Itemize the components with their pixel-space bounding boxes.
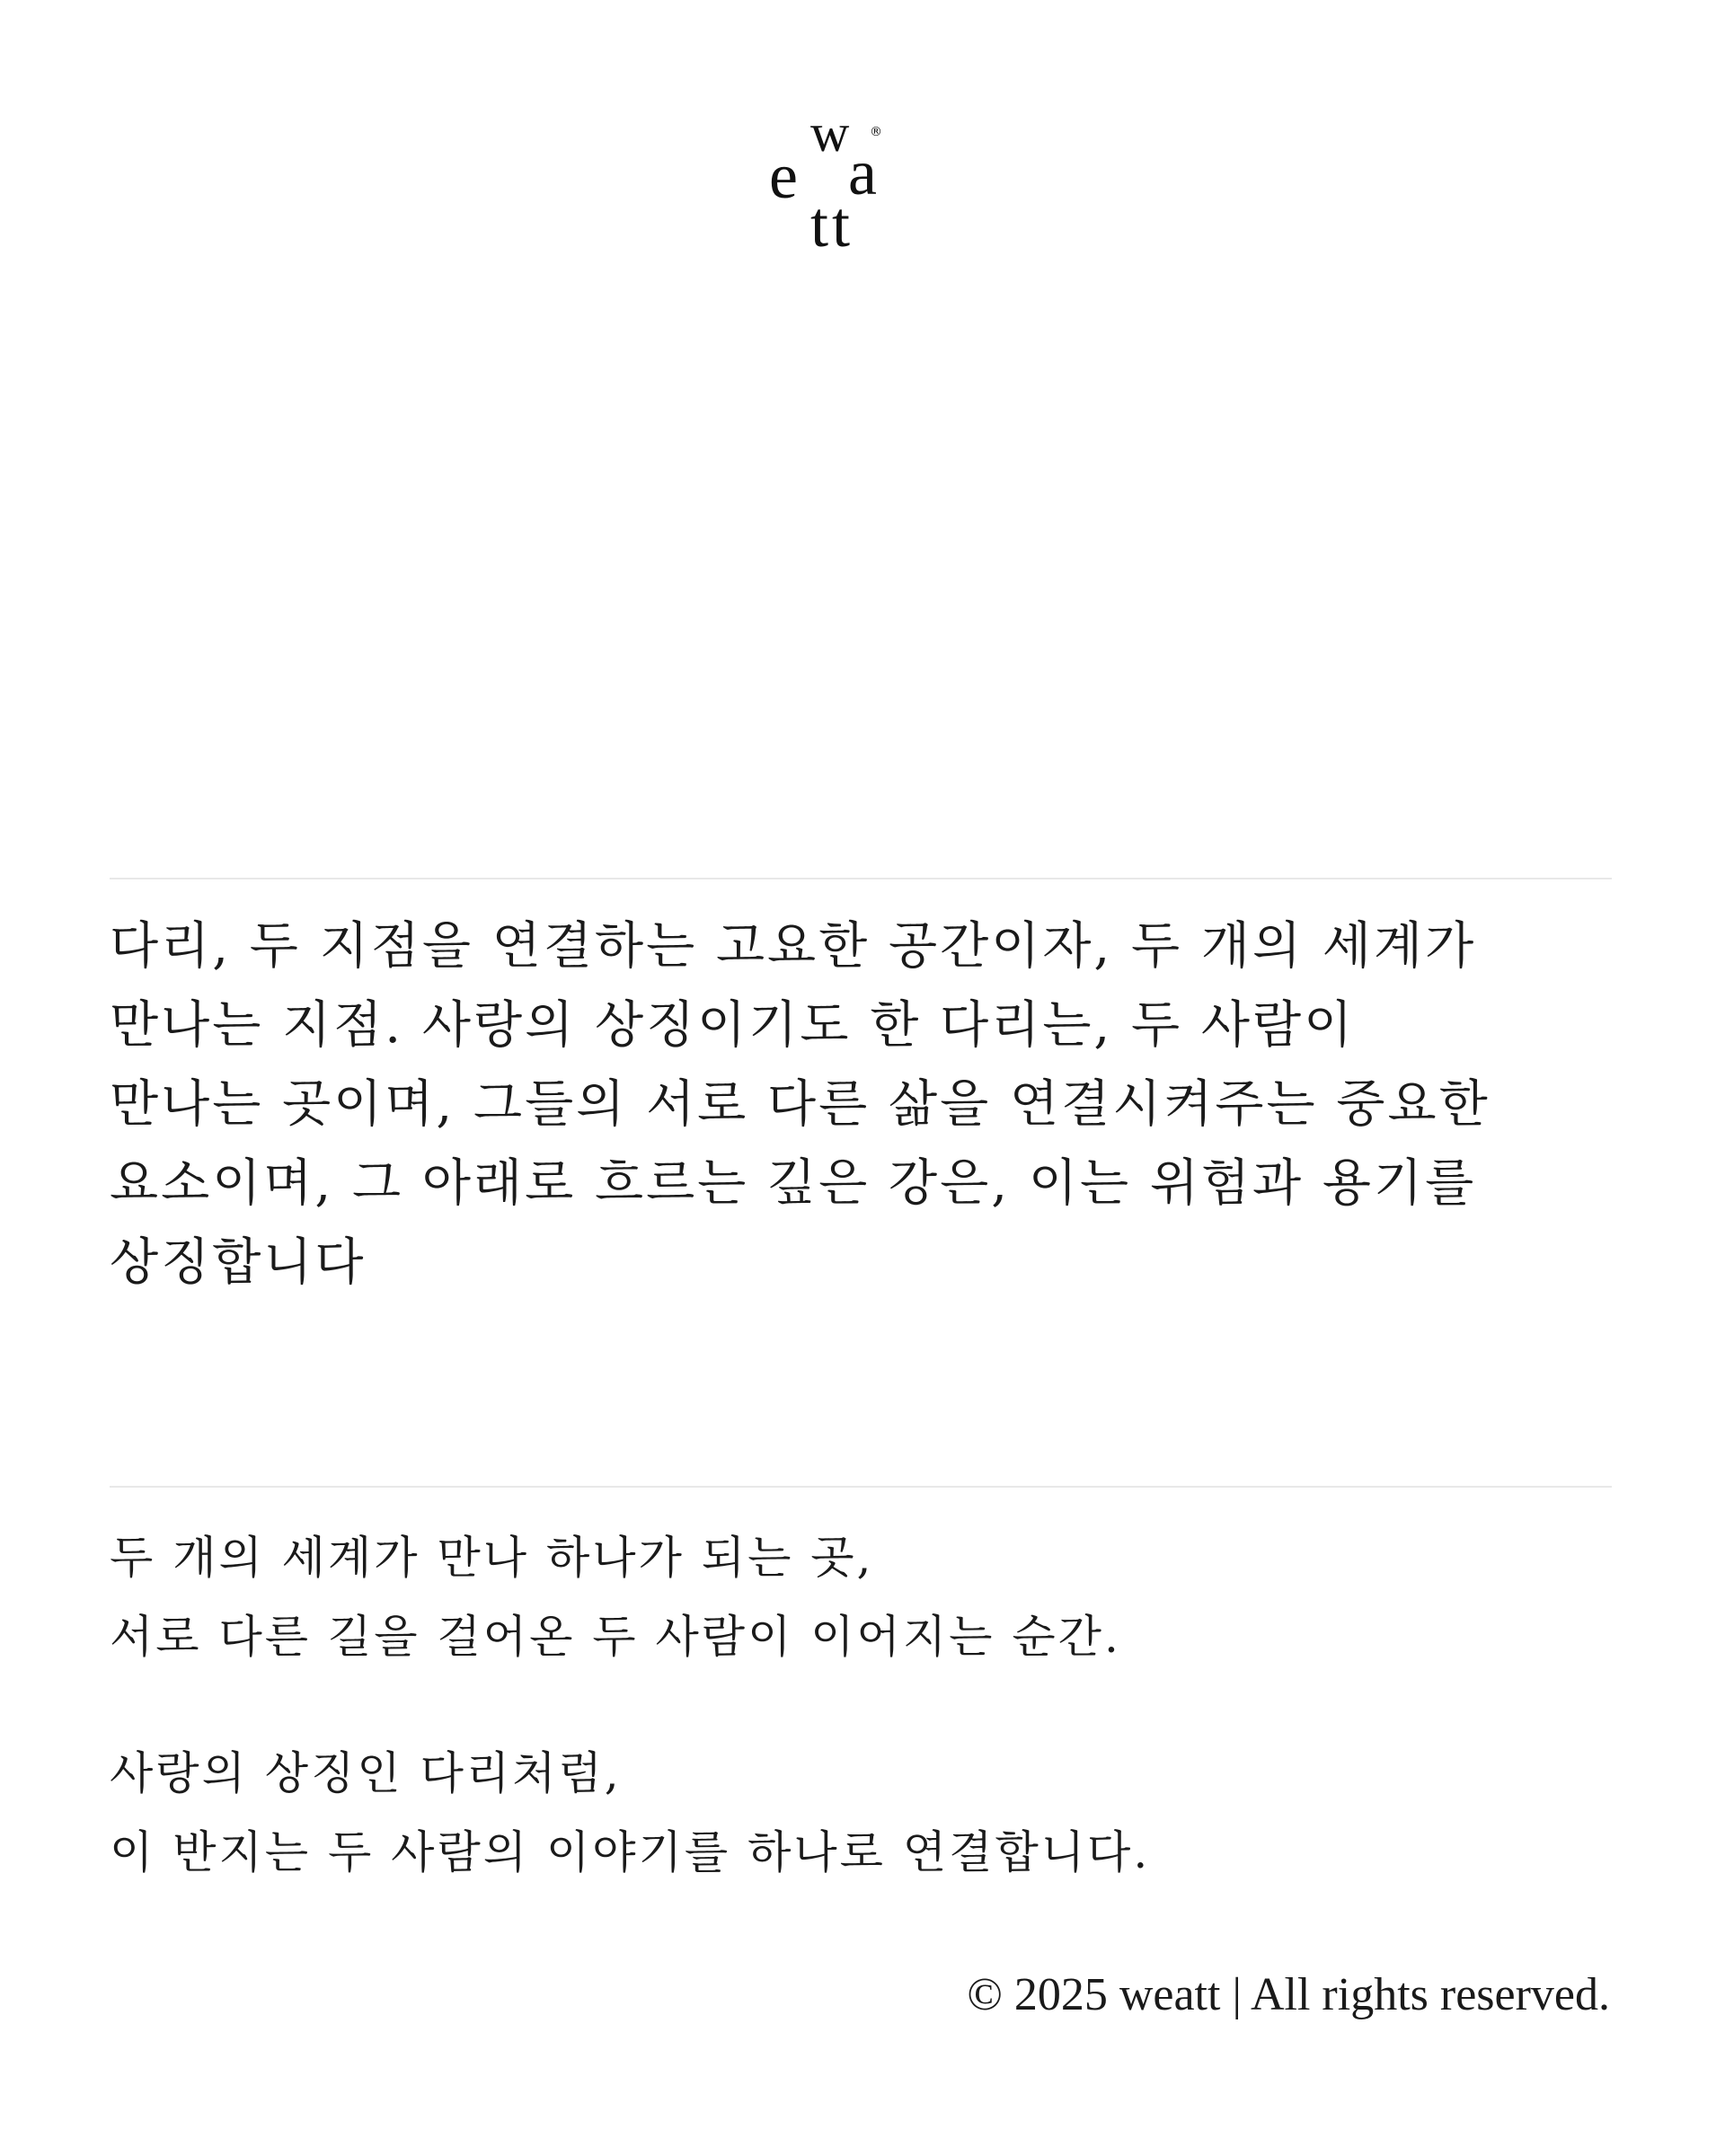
- logo-letter-w: w: [810, 103, 850, 163]
- verse-line: 두 개의 세계가 만나 하나가 되는 곳,: [110, 1532, 874, 1584]
- verse-one: [110, 1518, 1637, 1676]
- logo-letter-t: t: [832, 189, 851, 261]
- intro-line: 만나는 곳이며, 그들의 서로 다른 삶을 연결시켜주는 중요한: [110, 1075, 1491, 1134]
- copyright-notice: © 2025 weatt | All rights reserved.: [967, 1969, 1610, 2020]
- intro-line: 다리, 두 지점을 연결하는 고요한 공간이자, 두 개의 세계가: [110, 917, 1477, 976]
- intro-line: 상징합니다: [110, 1233, 367, 1292]
- verse-line: 이 반지는 두 사람의 이야기를 하나로 연결합니다.: [110, 1826, 1151, 1878]
- registered-mark: ®: [870, 125, 882, 139]
- intro-paragraph: [110, 907, 1637, 1303]
- intro-line: 만나는 지점. 사랑의 상징이기도 한 다리는, 두 사람이: [110, 996, 1356, 1055]
- top-divider: [110, 878, 1612, 879]
- verse-line: 서로 다른 길을 걸어온 두 사람이 이어지는 순간.: [110, 1611, 1121, 1663]
- weatt-logo: [765, 103, 909, 261]
- intro-line: 요소이며, 그 아래로 흐르는 깊은 강은, 이는 위험과 용기를: [110, 1154, 1477, 1213]
- logo-letter-t: t: [810, 189, 829, 261]
- verse-two: [110, 1734, 1637, 1892]
- logo-letter-a: a: [848, 137, 877, 208]
- verse-line: 사랑의 상징인 다리처럼,: [110, 1747, 622, 1799]
- middle-divider: [110, 1486, 1612, 1488]
- logo-letter-e: e: [769, 140, 798, 212]
